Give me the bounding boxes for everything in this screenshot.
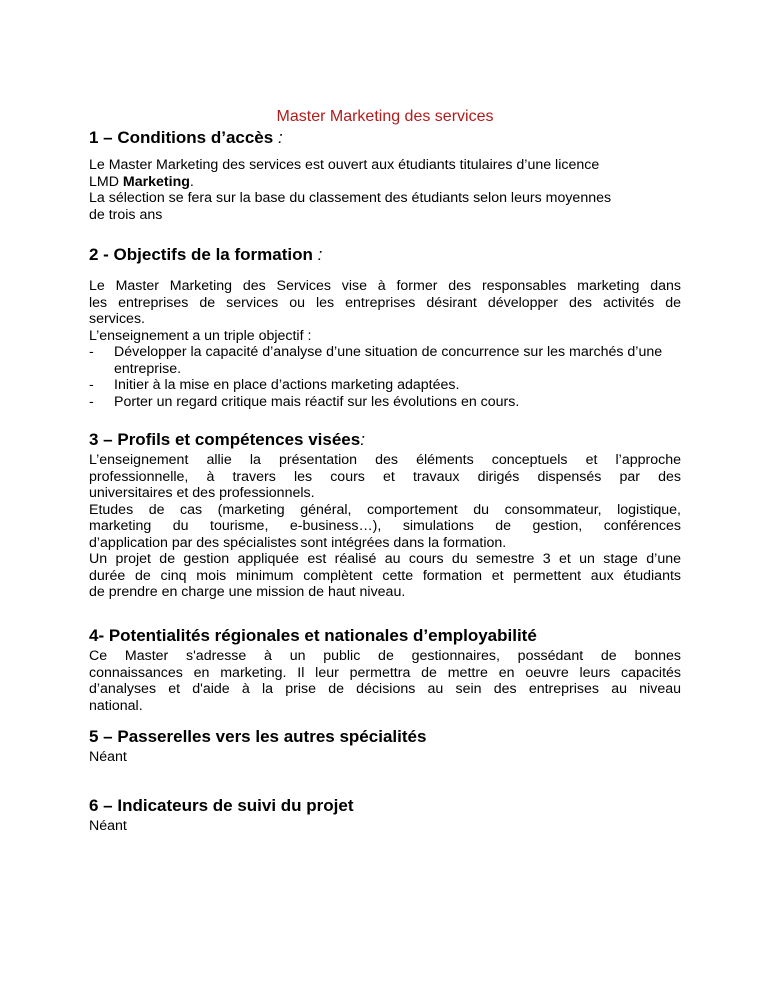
section-1-line-1: Le Master Marketing des services est ouvert aux étudiants titulaires d’une licence xyxy=(89,157,600,173)
section-3-line-5: marketing du tourisme, e-business…), simulations de gestion, conférences xyxy=(89,518,681,534)
section-3-line-1: L’enseignement allie la présentation des éléments conceptuels et l’approche xyxy=(89,452,681,468)
bullet-text: Initier à la mise en place d’actions marketing adaptées. xyxy=(114,377,460,393)
section-2-paragraph xyxy=(89,278,681,344)
section-3-line-3: universitaires et des professionnels. xyxy=(89,485,315,501)
bullet-dash: - xyxy=(89,377,94,393)
section-4-line-4: national. xyxy=(89,697,143,714)
section-1-line-2-prefix: LMD xyxy=(89,173,123,190)
section-1-heading-colon: : xyxy=(277,128,283,147)
bullet-text: Développer la capacité d’analyse d’une situation de concurrence sur les marchés d’une entreprise. xyxy=(114,344,663,377)
section-6-line-1: Néant xyxy=(89,818,127,834)
section-2-line-2: les entreprises de services ou les entreprises désirant développer des activités de xyxy=(89,294,681,311)
section-3-line-4: Etudes de cas (marketing général, comportement du consommateur, logistique, xyxy=(89,501,681,518)
section-1-line-4: de trois ans xyxy=(89,206,163,223)
bullet-dash: - xyxy=(89,344,94,360)
section-2-line-4: L’enseignement a un triple objectif : xyxy=(89,327,312,344)
list-item xyxy=(89,394,681,411)
section-2-line-1: Le Master Marketing des Services vise à former des responsables marketing dans xyxy=(89,278,681,294)
section-3-heading-colon: : xyxy=(360,430,365,449)
section-5-heading: 5 – Passerelles vers les autres spécialités xyxy=(89,727,427,746)
list-item xyxy=(89,344,681,377)
section-4-heading: 4- Potentialités régionales et nationales d’employabilité xyxy=(89,626,537,645)
section-2-heading-colon: : xyxy=(317,245,323,264)
section-3-heading xyxy=(89,430,365,450)
section-2-line-3: services. xyxy=(89,311,145,327)
section-1-heading xyxy=(89,128,283,148)
section-2-heading xyxy=(89,245,322,265)
section-4-paragraph xyxy=(89,648,681,714)
section-1-paragraph xyxy=(89,157,681,223)
section-3-line-6: d’application par des spécialistes sont intégrées dans la formation. xyxy=(89,534,507,551)
list-item xyxy=(89,377,681,394)
bullet-text: Porter un regard critique mais réactif sur les évolutions en cours. xyxy=(114,393,520,410)
section-6-paragraph xyxy=(89,818,681,835)
section-4-line-1: Ce Master s'adresse à un public de gestionnaires, possédant de bonnes xyxy=(89,648,681,664)
section-3-heading-text: 3 – Profils et compétences visées xyxy=(89,430,361,449)
section-1-line-2-suffix: . xyxy=(189,173,194,190)
section-6-heading: 6 – Indicateurs de suivi du projet xyxy=(89,796,354,815)
section-2-heading-text: 2 - Objectifs de la formation xyxy=(89,245,318,264)
section-3-line-2: professionnelle, à travers les cours et travaux dirigés dispensés par des xyxy=(89,468,681,485)
section-5-line-1: Néant xyxy=(89,749,127,765)
section-1-heading-text: 1 – Conditions d’accès xyxy=(89,128,278,147)
section-1-line-3: La sélection se fera sur la base du classement des étudiants selon leurs moyennes xyxy=(89,190,612,206)
section-4-line-2: connaissances en marketing. Il leur permettra de mettre en oeuvre leurs capacités xyxy=(89,664,681,681)
section-3-line-8: durée de cinq mois minimum complètent cette formation et permettent aux étudiants xyxy=(89,567,681,584)
section-3-line-7: Un projet de gestion appliquée est réalisé au cours du semestre 3 et un stage d’une xyxy=(89,551,681,567)
section-2-bullet-list xyxy=(89,344,681,410)
section-4-line-3: d’analyses et d'aide à la prise de décisions au sein des entreprises au niveau xyxy=(89,681,681,697)
document-title: Master Marketing des services xyxy=(276,108,494,125)
section-5-paragraph xyxy=(89,749,681,766)
section-3-line-9: de prendre en charge une mission de haut niveau. xyxy=(89,584,406,600)
section-1-line-2 xyxy=(89,174,681,191)
section-1-line-2-bold: Marketing xyxy=(122,173,190,190)
section-3-paragraph xyxy=(89,452,681,601)
bullet-dash: - xyxy=(89,393,94,410)
